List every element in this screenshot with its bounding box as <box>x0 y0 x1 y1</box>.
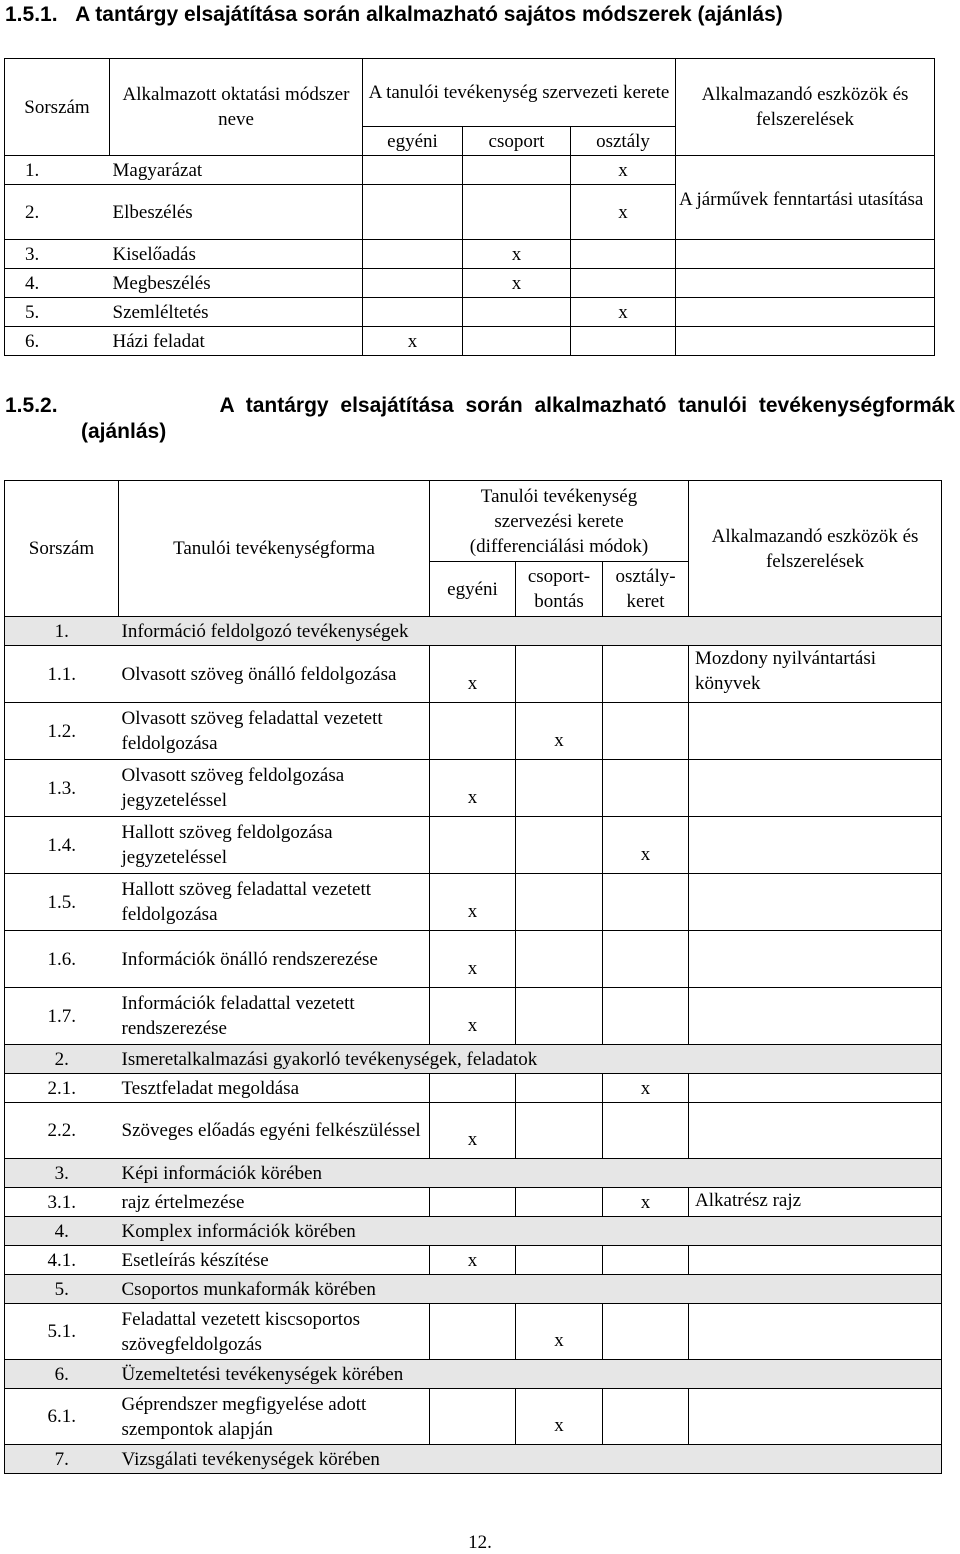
mark-osztaly <box>571 240 676 269</box>
method-name: Magyarázat <box>110 156 363 185</box>
mark-egyeni: x <box>430 1246 516 1275</box>
mark-csoport <box>463 156 571 185</box>
row-number: 2.2. <box>5 1103 119 1159</box>
mark-egyeni <box>430 1389 516 1445</box>
mark-egyeni <box>430 703 516 760</box>
group-row <box>5 617 942 646</box>
header-osztaly: osztály-keret <box>603 562 689 617</box>
tools-cell <box>689 931 942 988</box>
table-row <box>5 1389 942 1445</box>
table-row <box>5 327 935 356</box>
mark-osztaly <box>571 327 676 356</box>
mark-csoport <box>516 1246 603 1275</box>
group-title: Vizsgálati tevékenységek körében <box>119 1445 942 1474</box>
mark-csoport <box>516 931 603 988</box>
mark-osztaly <box>603 1389 689 1445</box>
row-number: 5.1. <box>5 1304 119 1360</box>
mark-egyeni <box>363 269 463 298</box>
row-number: 3.1. <box>5 1188 119 1217</box>
row-number: 1.6. <box>5 931 119 988</box>
mark-csoport <box>516 874 603 931</box>
tools-cell <box>689 1074 942 1103</box>
tools-cell <box>689 1246 942 1275</box>
table-row <box>5 817 942 874</box>
row-number: 1. <box>5 156 110 185</box>
mark-csoport <box>516 646 603 703</box>
row-number: 2. <box>5 185 110 240</box>
mark-egyeni <box>430 1188 516 1217</box>
mark-csoport <box>516 1103 603 1159</box>
mark-egyeni: x <box>430 931 516 988</box>
mark-osztaly: x <box>603 1074 689 1103</box>
table-row <box>5 874 942 931</box>
section-heading-1 <box>5 2 783 28</box>
group-title: Információ feldolgozó tevékenységek <box>119 617 942 646</box>
row-number: 1.3. <box>5 760 119 817</box>
tools-cell <box>676 327 935 356</box>
table-row <box>5 703 942 760</box>
table-row <box>5 1246 942 1275</box>
row-number: 6. <box>5 327 110 356</box>
tools-cell <box>689 817 942 874</box>
mark-egyeni: x <box>430 988 516 1045</box>
mark-egyeni <box>363 185 463 240</box>
mark-egyeni <box>430 1074 516 1103</box>
mark-egyeni <box>430 817 516 874</box>
method-name: Elbeszélés <box>110 185 363 240</box>
group-number: 1. <box>5 617 119 646</box>
table-row <box>5 298 935 327</box>
header-form: Tanulói tevékenységforma <box>119 481 430 617</box>
mark-osztaly <box>603 874 689 931</box>
tools-cell <box>676 156 935 185</box>
section-number: 1.5.1. <box>5 3 58 26</box>
row-number: 1.1. <box>5 646 119 703</box>
header-osztaly: osztály <box>571 127 676 156</box>
mark-osztaly <box>603 1304 689 1360</box>
activity-name: rajz értelmezése <box>119 1188 430 1217</box>
table-row <box>5 1103 942 1159</box>
row-number: 1.7. <box>5 988 119 1045</box>
group-title: Ismeretalkalmazási gyakorló tevékenységek, feladatok <box>119 1045 942 1074</box>
row-number: 4.1. <box>5 1246 119 1275</box>
method-name: Kiselőadás <box>110 240 363 269</box>
mark-csoport: x <box>516 703 603 760</box>
header-tools: Alkalmazandó eszközök és felszerelések <box>689 481 942 617</box>
mark-osztaly <box>571 269 676 298</box>
activity-name: Hallott szöveg feldolgozása jegyzeteléssel <box>119 817 430 874</box>
header-method: Alkalmazott oktatási módszer neve <box>110 59 363 156</box>
section-number: 1.5.2. <box>5 394 58 417</box>
mark-csoport <box>463 298 571 327</box>
table-row <box>5 185 935 240</box>
row-number: 3. <box>5 240 110 269</box>
mark-osztaly: x <box>603 1188 689 1217</box>
mark-egyeni: x <box>430 1103 516 1159</box>
mark-egyeni: x <box>363 327 463 356</box>
group-row <box>5 1445 942 1474</box>
header-sorszam: Sorszám <box>5 59 110 156</box>
activity-name: Olvasott szöveg önálló feldolgozása <box>119 646 430 703</box>
activity-name: Szöveges előadás egyéni felkészüléssel <box>119 1103 430 1159</box>
mark-osztaly: x <box>571 298 676 327</box>
methods-table <box>4 58 935 356</box>
row-number: 4. <box>5 269 110 298</box>
table-row <box>5 240 935 269</box>
mark-osztaly <box>603 988 689 1045</box>
group-number: 4. <box>5 1217 119 1246</box>
mark-egyeni: x <box>430 874 516 931</box>
group-title: Csoportos munkaformák körében <box>119 1275 942 1304</box>
header-frame: Tanulói tevékenység szervezési kerete (differenciálási módok) <box>430 481 689 562</box>
mark-csoport <box>463 327 571 356</box>
group-title: Képi információk körében <box>119 1159 942 1188</box>
activity-name: Információk önálló rendszerezése <box>119 931 430 988</box>
mark-egyeni <box>430 1304 516 1360</box>
tools-cell <box>689 703 942 760</box>
mark-egyeni <box>363 240 463 269</box>
group-title: Komplex információk körében <box>119 1217 942 1246</box>
row-number: 1.2. <box>5 703 119 760</box>
mark-csoport: x <box>463 269 571 298</box>
mark-osztaly <box>603 1103 689 1159</box>
activity-name: Információk feladattal vezetett rendszerezése <box>119 988 430 1045</box>
section-title: A tantárgy elsajátítása során alkalmazható sajátos módszerek (ajánlás) <box>75 3 783 26</box>
group-row <box>5 1217 942 1246</box>
row-number: 6.1. <box>5 1389 119 1445</box>
table-row <box>5 760 942 817</box>
activity-name: Géprendszer megfigyelése adott szempontok alapján <box>119 1389 430 1445</box>
group-row <box>5 1360 942 1389</box>
tools-cell <box>676 298 935 327</box>
table-row <box>5 1188 942 1217</box>
tools-cell <box>689 1389 942 1445</box>
mark-csoport <box>516 988 603 1045</box>
tools-cell <box>689 874 942 931</box>
tools-text: A járművek fenntartási utasítása <box>676 185 935 240</box>
tools-cell <box>689 760 942 817</box>
activities-table <box>4 480 942 1474</box>
section-heading-2 <box>5 393 955 445</box>
tools-cell: Mozdony nyilvántartási könyvek <box>689 646 942 703</box>
mark-osztaly: x <box>571 156 676 185</box>
mark-csoport: x <box>463 240 571 269</box>
group-number: 6. <box>5 1360 119 1389</box>
table-row <box>5 1304 942 1360</box>
header-csoport: csoport <box>463 127 571 156</box>
mark-osztaly <box>603 646 689 703</box>
table-row <box>5 646 942 703</box>
table-row <box>5 988 942 1045</box>
activity-name: Feladattal vezetett kiscsoportos szövegfeldolgozás <box>119 1304 430 1360</box>
activity-name: Esetleírás készítése <box>119 1246 430 1275</box>
header-sorszam: Sorszám <box>5 481 119 617</box>
mark-csoport <box>516 760 603 817</box>
table-row <box>5 156 935 185</box>
mark-csoport <box>516 817 603 874</box>
group-row <box>5 1045 942 1074</box>
method-name: Megbeszélés <box>110 269 363 298</box>
tools-cell: Alkatrész rajz <box>689 1188 942 1217</box>
method-name: Szemléltetés <box>110 298 363 327</box>
method-name: Házi feladat <box>110 327 363 356</box>
activity-name: Olvasott szöveg feladattal vezetett feldolgozása <box>119 703 430 760</box>
activity-name: Hallott szöveg feladattal vezetett feldolgozása <box>119 874 430 931</box>
group-row <box>5 1159 942 1188</box>
mark-egyeni: x <box>430 646 516 703</box>
tools-cell <box>689 1304 942 1360</box>
header-csoport: csoport-bontás <box>516 562 603 617</box>
row-number: 2.1. <box>5 1074 119 1103</box>
group-number: 2. <box>5 1045 119 1074</box>
mark-csoport: x <box>516 1304 603 1360</box>
mark-egyeni <box>363 298 463 327</box>
tools-cell <box>676 240 935 269</box>
mark-osztaly <box>603 1246 689 1275</box>
mark-osztaly <box>603 760 689 817</box>
mark-osztaly <box>603 703 689 760</box>
header-frame: A tanulói tevékenység szervezeti kerete <box>363 59 676 127</box>
mark-osztaly: x <box>571 185 676 240</box>
group-number: 7. <box>5 1445 119 1474</box>
mark-egyeni <box>363 156 463 185</box>
tools-cell <box>689 1103 942 1159</box>
mark-csoport <box>516 1074 603 1103</box>
group-number: 3. <box>5 1159 119 1188</box>
table-row <box>5 1074 942 1103</box>
mark-csoport <box>516 1188 603 1217</box>
row-number: 1.4. <box>5 817 119 874</box>
group-row <box>5 1275 942 1304</box>
section-title-line1: A tantárgy elsajátítása során alkalmazható tanulói tevékenységformák <box>219 394 955 417</box>
page-number: 12. <box>468 1532 492 1553</box>
header-tools: Alkalmazandó eszközök és felszerelések <box>676 59 935 156</box>
header-egyeni: egyéni <box>430 562 516 617</box>
table-row <box>5 931 942 988</box>
tools-cell <box>689 988 942 1045</box>
activity-name: Tesztfeladat megoldása <box>119 1074 430 1103</box>
section-title-line2: (ajánlás) <box>81 420 167 443</box>
header-egyeni: egyéni <box>363 127 463 156</box>
activity-name: Olvasott szöveg feldolgozása jegyzeteléssel <box>119 760 430 817</box>
mark-osztaly <box>603 931 689 988</box>
mark-osztaly: x <box>603 817 689 874</box>
tools-cell <box>676 269 935 298</box>
group-number: 5. <box>5 1275 119 1304</box>
group-title: Üzemeltetési tevékenységek körében <box>119 1360 942 1389</box>
table-row <box>5 269 935 298</box>
row-number: 1.5. <box>5 874 119 931</box>
row-number: 5. <box>5 298 110 327</box>
mark-egyeni: x <box>430 760 516 817</box>
mark-csoport: x <box>516 1389 603 1445</box>
mark-csoport <box>463 185 571 240</box>
